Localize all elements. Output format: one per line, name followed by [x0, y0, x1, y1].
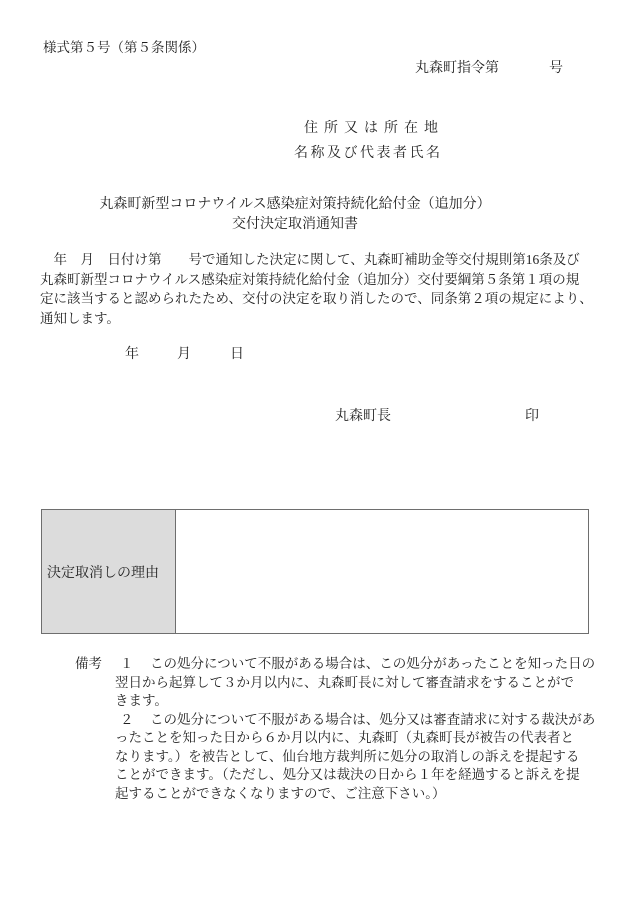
- reason-value-cell: [176, 510, 588, 633]
- directive-number-line: [415, 57, 563, 77]
- addressee-name-label: 名称及び代表者氏名: [294, 146, 443, 161]
- remark-2-line-5: 起することができなくなりますので、ご注意下さい。）: [115, 785, 446, 801]
- body-line-1: 年 月 日付け第 号で通知した決定に関して、丸森町補助金等交付規則第16条及び: [40, 252, 580, 267]
- remarks-label: 備考: [75, 656, 102, 671]
- reason-table: [41, 509, 589, 634]
- body-line-4: 通知します。: [40, 310, 120, 326]
- year-label: 年: [125, 347, 139, 362]
- directive-number-suffix: 号: [549, 61, 563, 76]
- directive-number-prefix: 丸森町指令第: [415, 61, 499, 76]
- remark-2-number: ２: [120, 711, 134, 727]
- addressee-address-label: 住所又は所在地: [304, 121, 444, 136]
- remark-2-line-3: なります。）を被告として、仙台地方裁判所に処分の取消しの訴えを提起する: [115, 748, 580, 764]
- addressee-block: [294, 117, 444, 162]
- body-paragraph: [40, 250, 593, 328]
- mayor-title: 丸森町長: [335, 409, 391, 424]
- reason-label-cell: [42, 510, 176, 633]
- month-label: 月: [177, 347, 191, 362]
- remark-1-line-1: この処分について不服がある場合は、この処分があったことを知った日の: [150, 656, 596, 671]
- remark-1-number: １: [120, 656, 134, 671]
- seal-placeholder: 印: [525, 409, 539, 424]
- document-title: 丸森町新型コロナウイルス感染症対策持続化給付金（追加分）: [99, 197, 491, 212]
- remark-1-line-2: 翌日から起算して３か月以内に、丸森町長に対して審査請求をすることがで: [115, 674, 574, 690]
- signature-line: [335, 405, 539, 425]
- document-subtitle: 交付決定取消通知書: [232, 217, 358, 232]
- remark-1-line-3: きます。: [115, 693, 168, 708]
- body-line-3: 定に該当すると認められたため、交付の決定を取り消したので、同条第２項の規定により、: [40, 291, 593, 307]
- body-line-2: 丸森町新型コロナウイルス感染症対策持続化給付金（追加分）交付要綱第５条第１項の規: [40, 271, 580, 287]
- remark-2-line-2: ったことを知った日から６か月以内に、丸森町（丸森町長が被告の代表者と: [115, 730, 574, 745]
- remark-2-line-1: この処分について不服がある場合は、処分又は審査請求に対する裁決があ: [150, 711, 596, 727]
- reason-label: 決定取消しの理由: [47, 565, 159, 581]
- remark-2-line-4: ことができます。（ただし、処分又は裁決の日から１年を経過すると訴えを提: [115, 767, 580, 782]
- form-number: 様式第５号（第５条関係）: [43, 40, 205, 55]
- document-title-block: [0, 195, 590, 235]
- day-label: 日: [230, 347, 244, 362]
